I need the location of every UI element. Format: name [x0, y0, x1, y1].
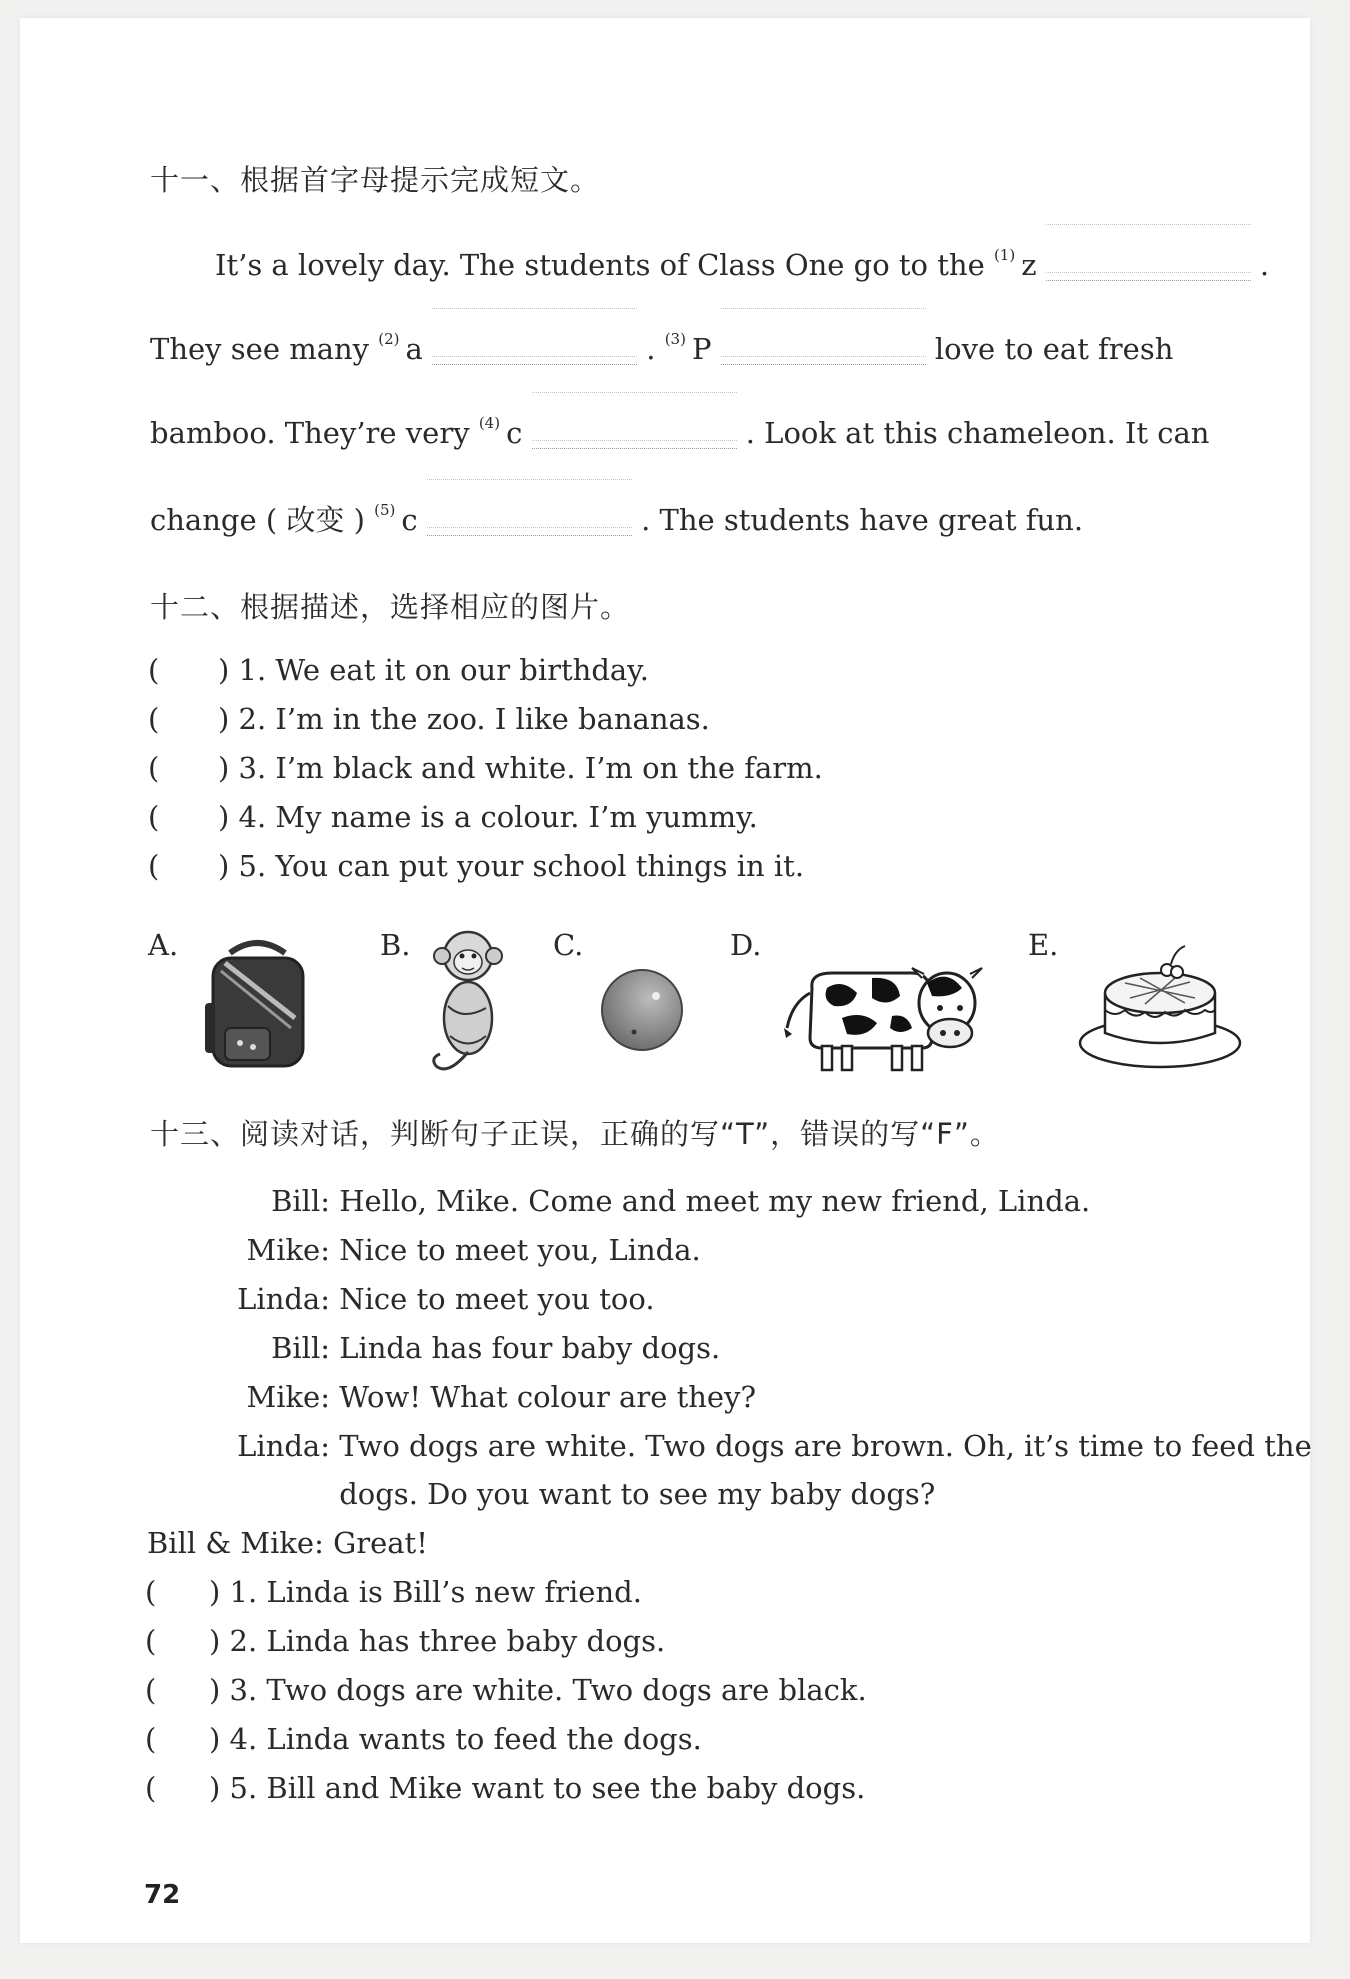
judgement-item: ( ) 1. Linda is Bill’s new friend. — [145, 1575, 642, 1609]
monkey-icon — [428, 926, 508, 1081]
passage-line-4: change ( 改变 ) $^{(5)}$ c . The students have great fun. — [150, 501, 1084, 537]
dialogue-line: Bill: Hello, Mike. Come and meet my new friend, Linda. — [200, 1184, 1090, 1218]
speaker: Linda: — [237, 1282, 330, 1316]
dialogue-line: Mike: Wow! What colour are they? — [200, 1380, 756, 1414]
blank-4[interactable] — [532, 418, 737, 449]
section-11-heading: 十一、根据首字母提示完成短文。 — [150, 163, 601, 197]
question-item: ( ) 4. My name is a colour. I’m yummy. — [148, 800, 758, 834]
section-13-heading: 十三、阅读对话，判断句子正误，正确的写“T”，错误的写“F”。 — [150, 1117, 1000, 1151]
speaker: Linda: — [237, 1429, 330, 1463]
dialogue-line: Linda: Two dogs are white. Two dogs are brown. Oh, it’s time to feed the — [200, 1429, 1312, 1463]
speaker: Bill: — [271, 1331, 330, 1365]
passage-line-3: bamboo. They’re very $^{(4)}$ c . Look at this chameleon. It can — [150, 414, 1210, 450]
dialogue-line: Mike: Nice to meet you, Linda. — [200, 1233, 701, 1267]
passage-line-2: They see many $^{(2)}$ a . $^{(3)}$ P love to eat fresh — [150, 330, 1174, 366]
question-item: ( ) 1. We eat it on our birthday. — [148, 653, 649, 687]
picture-label-a: A. — [148, 928, 179, 962]
judgement-item: ( ) 2. Linda has three baby dogs. — [145, 1624, 666, 1658]
speaker: Mike: — [246, 1380, 330, 1414]
dialogue-line: Bill: Linda has four baby dogs. — [200, 1331, 720, 1365]
judgement-item: ( ) 4. Linda wants to feed the dogs. — [145, 1722, 702, 1756]
orange-icon — [598, 966, 686, 1054]
blank-2[interactable] — [432, 334, 637, 365]
section-12-heading: 十二、根据描述，选择相应的图片。 — [150, 590, 631, 624]
blank-1[interactable] — [1046, 250, 1251, 281]
schoolbag-icon — [195, 933, 320, 1073]
dialogue-line: Linda: Nice to meet you too. — [200, 1282, 655, 1316]
speaker: Bill: — [271, 1184, 330, 1218]
picture-label-c: C. — [553, 928, 584, 962]
judgement-item: ( ) 3. Two dogs are white. Two dogs are black. — [145, 1673, 867, 1707]
picture-label-d: D. — [730, 928, 762, 962]
dialogue-line: dogs. Do you want to see my baby dogs? — [339, 1477, 936, 1511]
dialogue-final-line: Bill & Mike: Great! — [147, 1526, 428, 1560]
speaker: Mike: — [246, 1233, 330, 1267]
blank-5[interactable] — [427, 505, 632, 536]
judgement-item: ( ) 5. Bill and Mike want to see the baby dogs. — [145, 1771, 866, 1805]
blank-3[interactable] — [721, 334, 926, 365]
question-item: ( ) 2. I’m in the zoo. I like bananas. — [148, 702, 710, 736]
worksheet-page — [20, 18, 1310, 1943]
cake-icon — [1075, 938, 1245, 1073]
cow-icon — [782, 948, 992, 1078]
passage-line-1: It’s a lovely day. The students of Class One go to the $^{(1)}$ z . — [215, 246, 1270, 282]
question-item: ( ) 5. You can put your school things in it. — [148, 849, 805, 883]
question-item: ( ) 3. I’m black and white. I’m on the farm. — [148, 751, 823, 785]
page-number: 72 — [144, 1880, 181, 1910]
picture-label-e: E. — [1028, 928, 1059, 962]
picture-label-b: B. — [380, 928, 411, 962]
